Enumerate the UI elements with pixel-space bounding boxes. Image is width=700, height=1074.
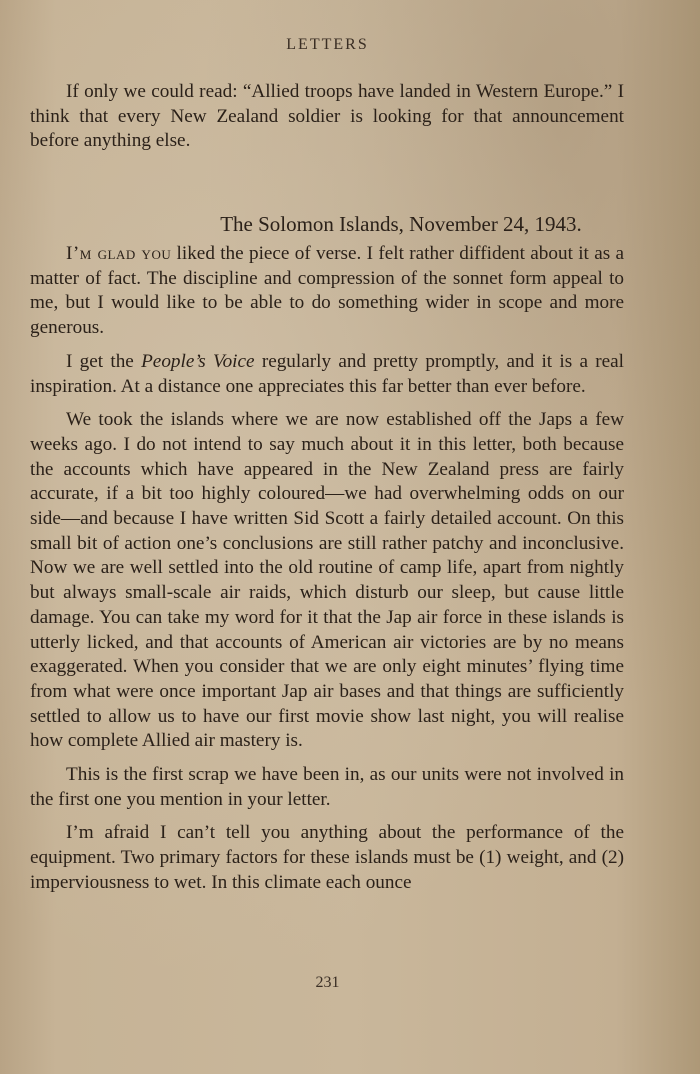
paragraph-4: This is the first scrap we have been in, as our units were not involved in the first one you mention in your letter. <box>30 764 624 810</box>
paragraph-2 <box>30 350 624 399</box>
paragraph-2-before: I get the <box>66 350 142 372</box>
paragraph-1-rest: liked the piece of verse. I felt rather diffident about it as a matter of fact. The discipline and compression of the sonnet form appeal to me, but I would like to be able to do something wider in scope and more generous. <box>30 243 625 339</box>
paragraph-continuation: If only we could read: “Allied troops have landed in Western Europe.” I think that every New Zealand soldier is looking for that announcement before anything else. <box>30 81 624 152</box>
paragraph-1 <box>30 242 624 341</box>
paragraph-5: I’m afraid I can’t tell you anything about the performance of the equipment. Two primary factors for these islands must be (1) weight, and (2) imperviousness to wet. In this climate each ounce <box>30 822 624 893</box>
paragraph-2-after: regularly and pretty promptly, and it is a real inspiration. At a distance one appreciates this far better than ever before. <box>30 350 624 397</box>
paragraph-1-opening: I’m glad you <box>66 243 172 264</box>
running-head: LETTERS <box>286 36 369 53</box>
letter-body <box>30 242 624 896</box>
letter-dateline: The Solomon Islands, November 24, 1943. <box>220 212 582 236</box>
paragraph-3: We took the islands where we are now established off the Japs a few weeks ago. I do not intend to say much about it in this letter, both because the accounts which have appeared in the New Zealand press are fairly accurate, if a bit too highly coloured—we had overwhelming odds on our side—and because I have written Sid Scott a fairly detailed account. On this small bit of action one’s conclusions are still rather patchy and inconclusive. Now we are well settled into the old routine of camp life, apart from nightly but always small-scale air raids, which disturb our sleep, but cause little damage. You can take my word for it that the Jap air force in these islands is utterly licked, and that accounts of American air victories are by no means exaggerated. When you consider that we are only eight minutes’ flying time from what were once important Jap air bases and that things are sufficiently settled to allow us to have our first movie show last night, you will realise how complete Allied air mastery is. <box>30 409 624 752</box>
paragraph-2-title: People’s Voice <box>141 350 255 372</box>
page-number: 231 <box>315 974 340 991</box>
continuation-text <box>30 80 624 154</box>
